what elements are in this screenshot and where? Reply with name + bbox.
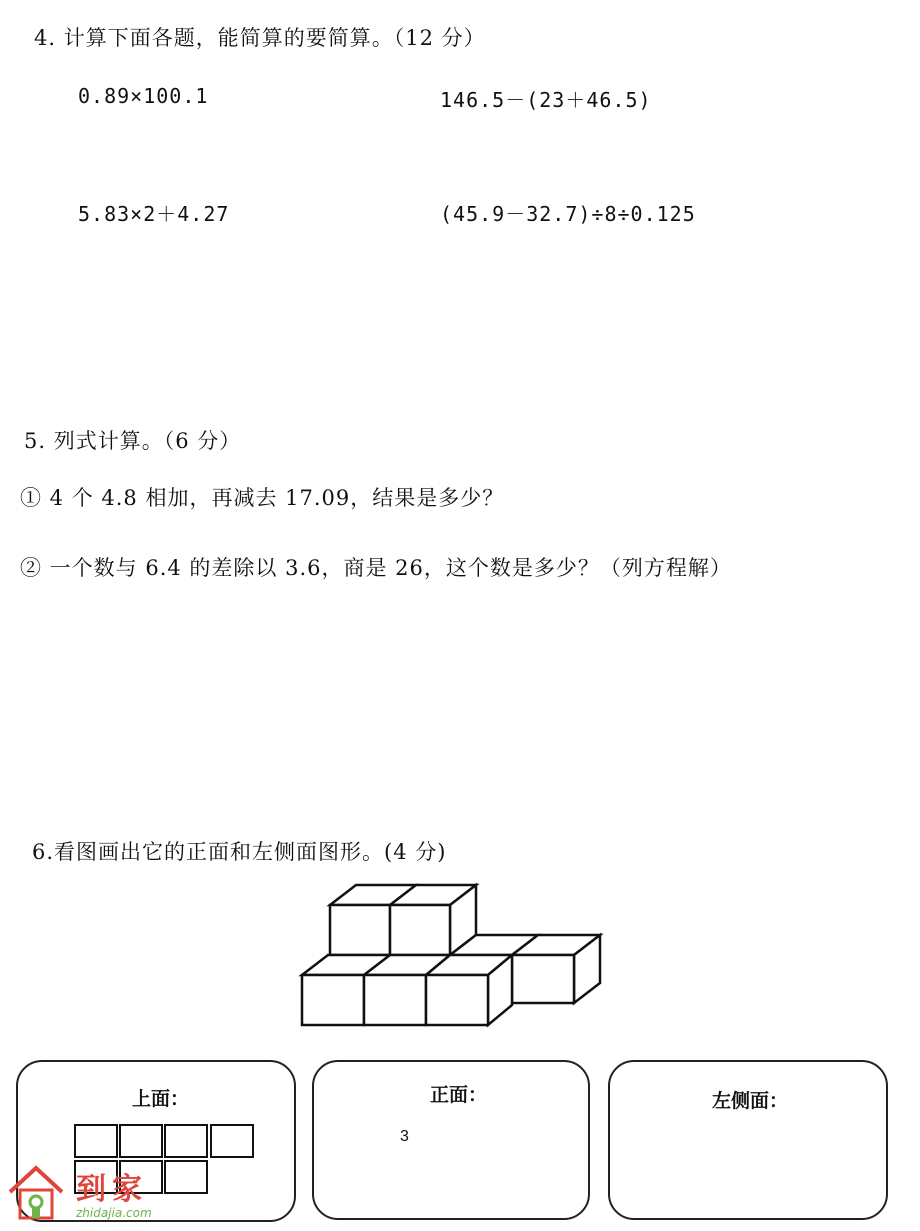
grid-cell: [210, 1124, 254, 1158]
left-view-label: 左侧面：: [712, 1090, 789, 1112]
watermark-logo: [6, 1160, 166, 1230]
cube-front-face: [330, 905, 390, 955]
watermark-url: zhidajia.com: [76, 1206, 152, 1220]
grid-cell: [119, 1124, 163, 1158]
q4-expr-1: 0.89×100.1: [78, 84, 209, 108]
q5-item-2: ② 一个数与 6.4 的差除以 3.6，商是 26，这个数是多少？（列方程解）: [20, 556, 732, 580]
q5-title: 5. 列式计算。（6 分）: [24, 429, 242, 453]
cube-front-face: [512, 955, 574, 1003]
q5-item-1: ① 4 个 4.8 相加，再减去 17.09，结果是多少？: [20, 486, 505, 510]
grid-cell: [164, 1124, 208, 1158]
cube-front-face: [302, 975, 364, 1025]
q4-title: 4. 计算下面各题，能简算的要简算。（12 分）: [34, 26, 486, 50]
cube-figure: [290, 875, 620, 1035]
house-icon: [6, 1162, 66, 1224]
front-view-box: [312, 1060, 590, 1220]
front-view-note: 3: [400, 1128, 409, 1145]
cube-front-face: [364, 975, 426, 1025]
q4-expr-2: 146.5－(23＋46.5): [440, 88, 652, 112]
front-view-label: 正面：: [430, 1084, 488, 1106]
grid-cell: [164, 1160, 208, 1194]
q4-expr-4: (45.9－32.7)÷8÷0.125: [440, 202, 696, 226]
cube-front-face: [426, 975, 488, 1025]
watermark-text: 到家: [76, 1172, 148, 1207]
cube-front-face: [390, 905, 450, 955]
q4-expr-3: 5.83×2＋4.27: [78, 202, 230, 226]
top-view-label: 上面：: [132, 1088, 190, 1110]
q6-title: 6.看图画出它的正面和左侧面图形。(4 分): [32, 840, 447, 864]
left-view-box: [608, 1060, 888, 1220]
grid-cell: [74, 1124, 118, 1158]
